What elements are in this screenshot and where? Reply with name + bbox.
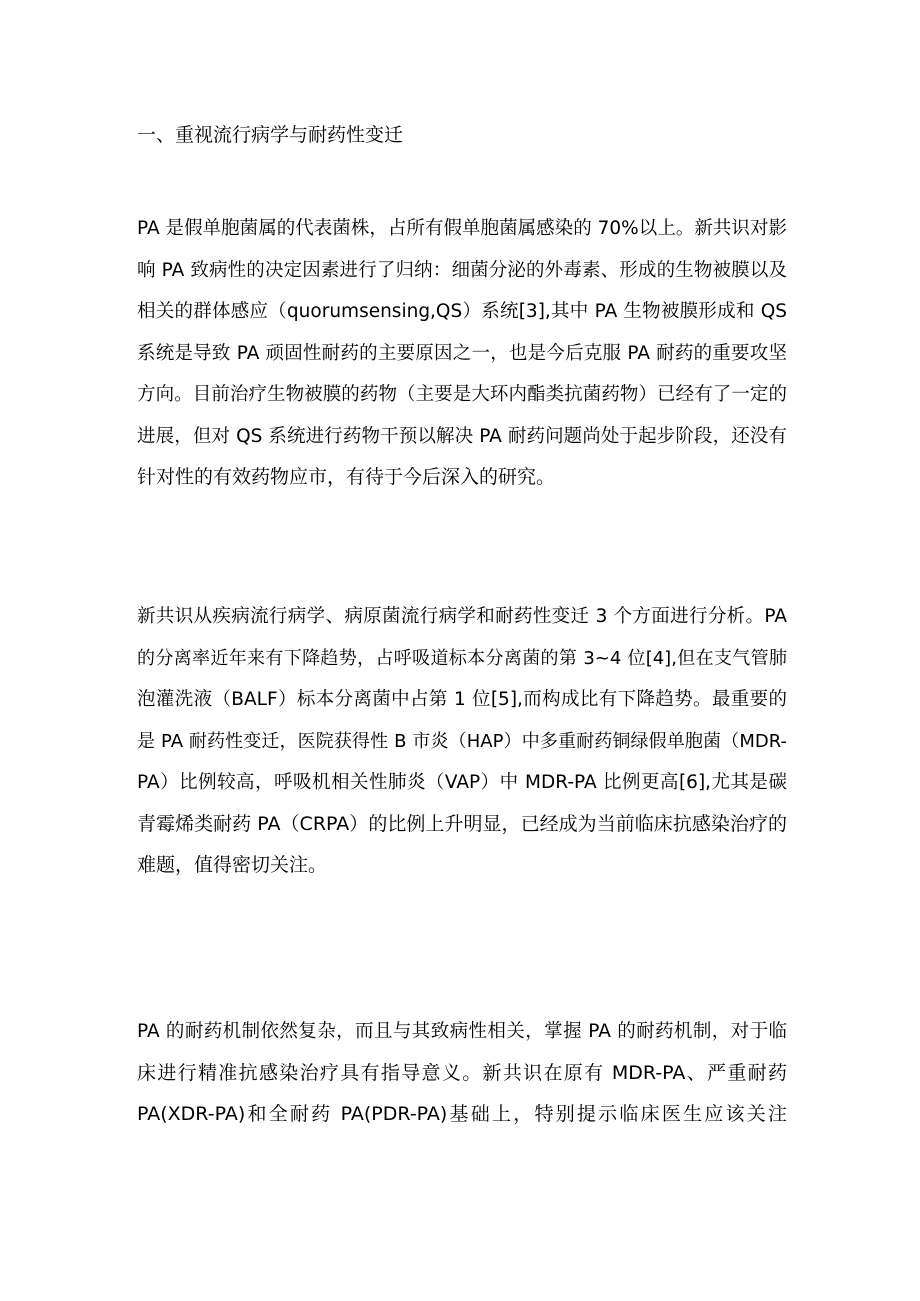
paragraph-line: 床进行精准抗感染治疗具有指导意义。新共识在原有 MDR-PA、严重耐药 <box>137 1061 787 1084</box>
paragraph-line: 系统是导致 PA 顽固性耐药的主要原因之一，也是今后克服 PA 耐药的重要攻坚 <box>137 342 787 364</box>
paragraph-line: PA 是假单胞菌属的代表菌株，占所有假单胞菌属感染的 70%以上。新共识对影 <box>137 218 787 239</box>
paragraph-line: 响 PA 致病性的决定因素进行了归纳：细菌分泌的外毒素、形成的生物被膜以及 <box>137 259 787 281</box>
paragraph-3 <box>137 1011 787 1136</box>
paragraph-line: 青霉烯类耐药 PA（CRPA）的比例上升明显，已经成为当前临床抗感染治疗的 <box>137 812 787 835</box>
section-heading: 一、重视流行病学与耐药性变迁 <box>137 124 404 146</box>
paragraph-line: 泡灌洗液（BALF）标本分离菌中占第 1 位[5],而构成比有下降趋势。最重要的 <box>137 689 787 710</box>
paragraph-line: PA）比例较高，呼吸机相关性肺炎（VAP）中 MDR-PA 比例更高[6],尤其是碳 <box>137 772 787 793</box>
paragraph-line: 相关的群体感应（quorumsensing,QS）系统[3],其中 PA 生物被膜形成和 QS <box>137 301 787 322</box>
paragraph-line: 的分离率近年来有下降趋势，占呼吸道标本分离菌的第 3~4 位[4],但在支气管肺 <box>137 647 787 669</box>
paragraph-line: 新共识从疾病流行病学、病原菌流行病学和耐药性变迁 3 个方面进行分析。PA <box>137 606 787 627</box>
paragraph-line: 难题，值得密切关注。 <box>137 854 328 876</box>
paragraph-line: PA 的耐药机制依然复杂，而且与其致病性相关，掌握 PA 的耐药机制，对于临 <box>137 1021 787 1042</box>
paragraph-1 <box>137 208 787 499</box>
paragraph-line: 是 PA 耐药性变迁，医院获得性 B 市炎（HAP）中多重耐药铜绿假单胞菌（MDR- <box>137 730 787 752</box>
paragraph-line: PA(XDR-PA)和全耐药 PA(PDR-PA)基础上，特别提示临床医生应该关注 <box>137 1103 787 1125</box>
paragraph-line: 针对性的有效药物应市，有待于今后深入的研究。 <box>137 466 556 488</box>
paragraph-line: 方向。目前治疗生物被膜的药物（主要是大环内酯类抗菌药物）已经有了一定的 <box>137 384 787 405</box>
paragraph-line: 进展，但对 QS 系统进行药物干预以解决 PA 耐药问题尚处于起步阶段，还没有 <box>137 425 787 447</box>
paragraph-2 <box>137 596 787 887</box>
